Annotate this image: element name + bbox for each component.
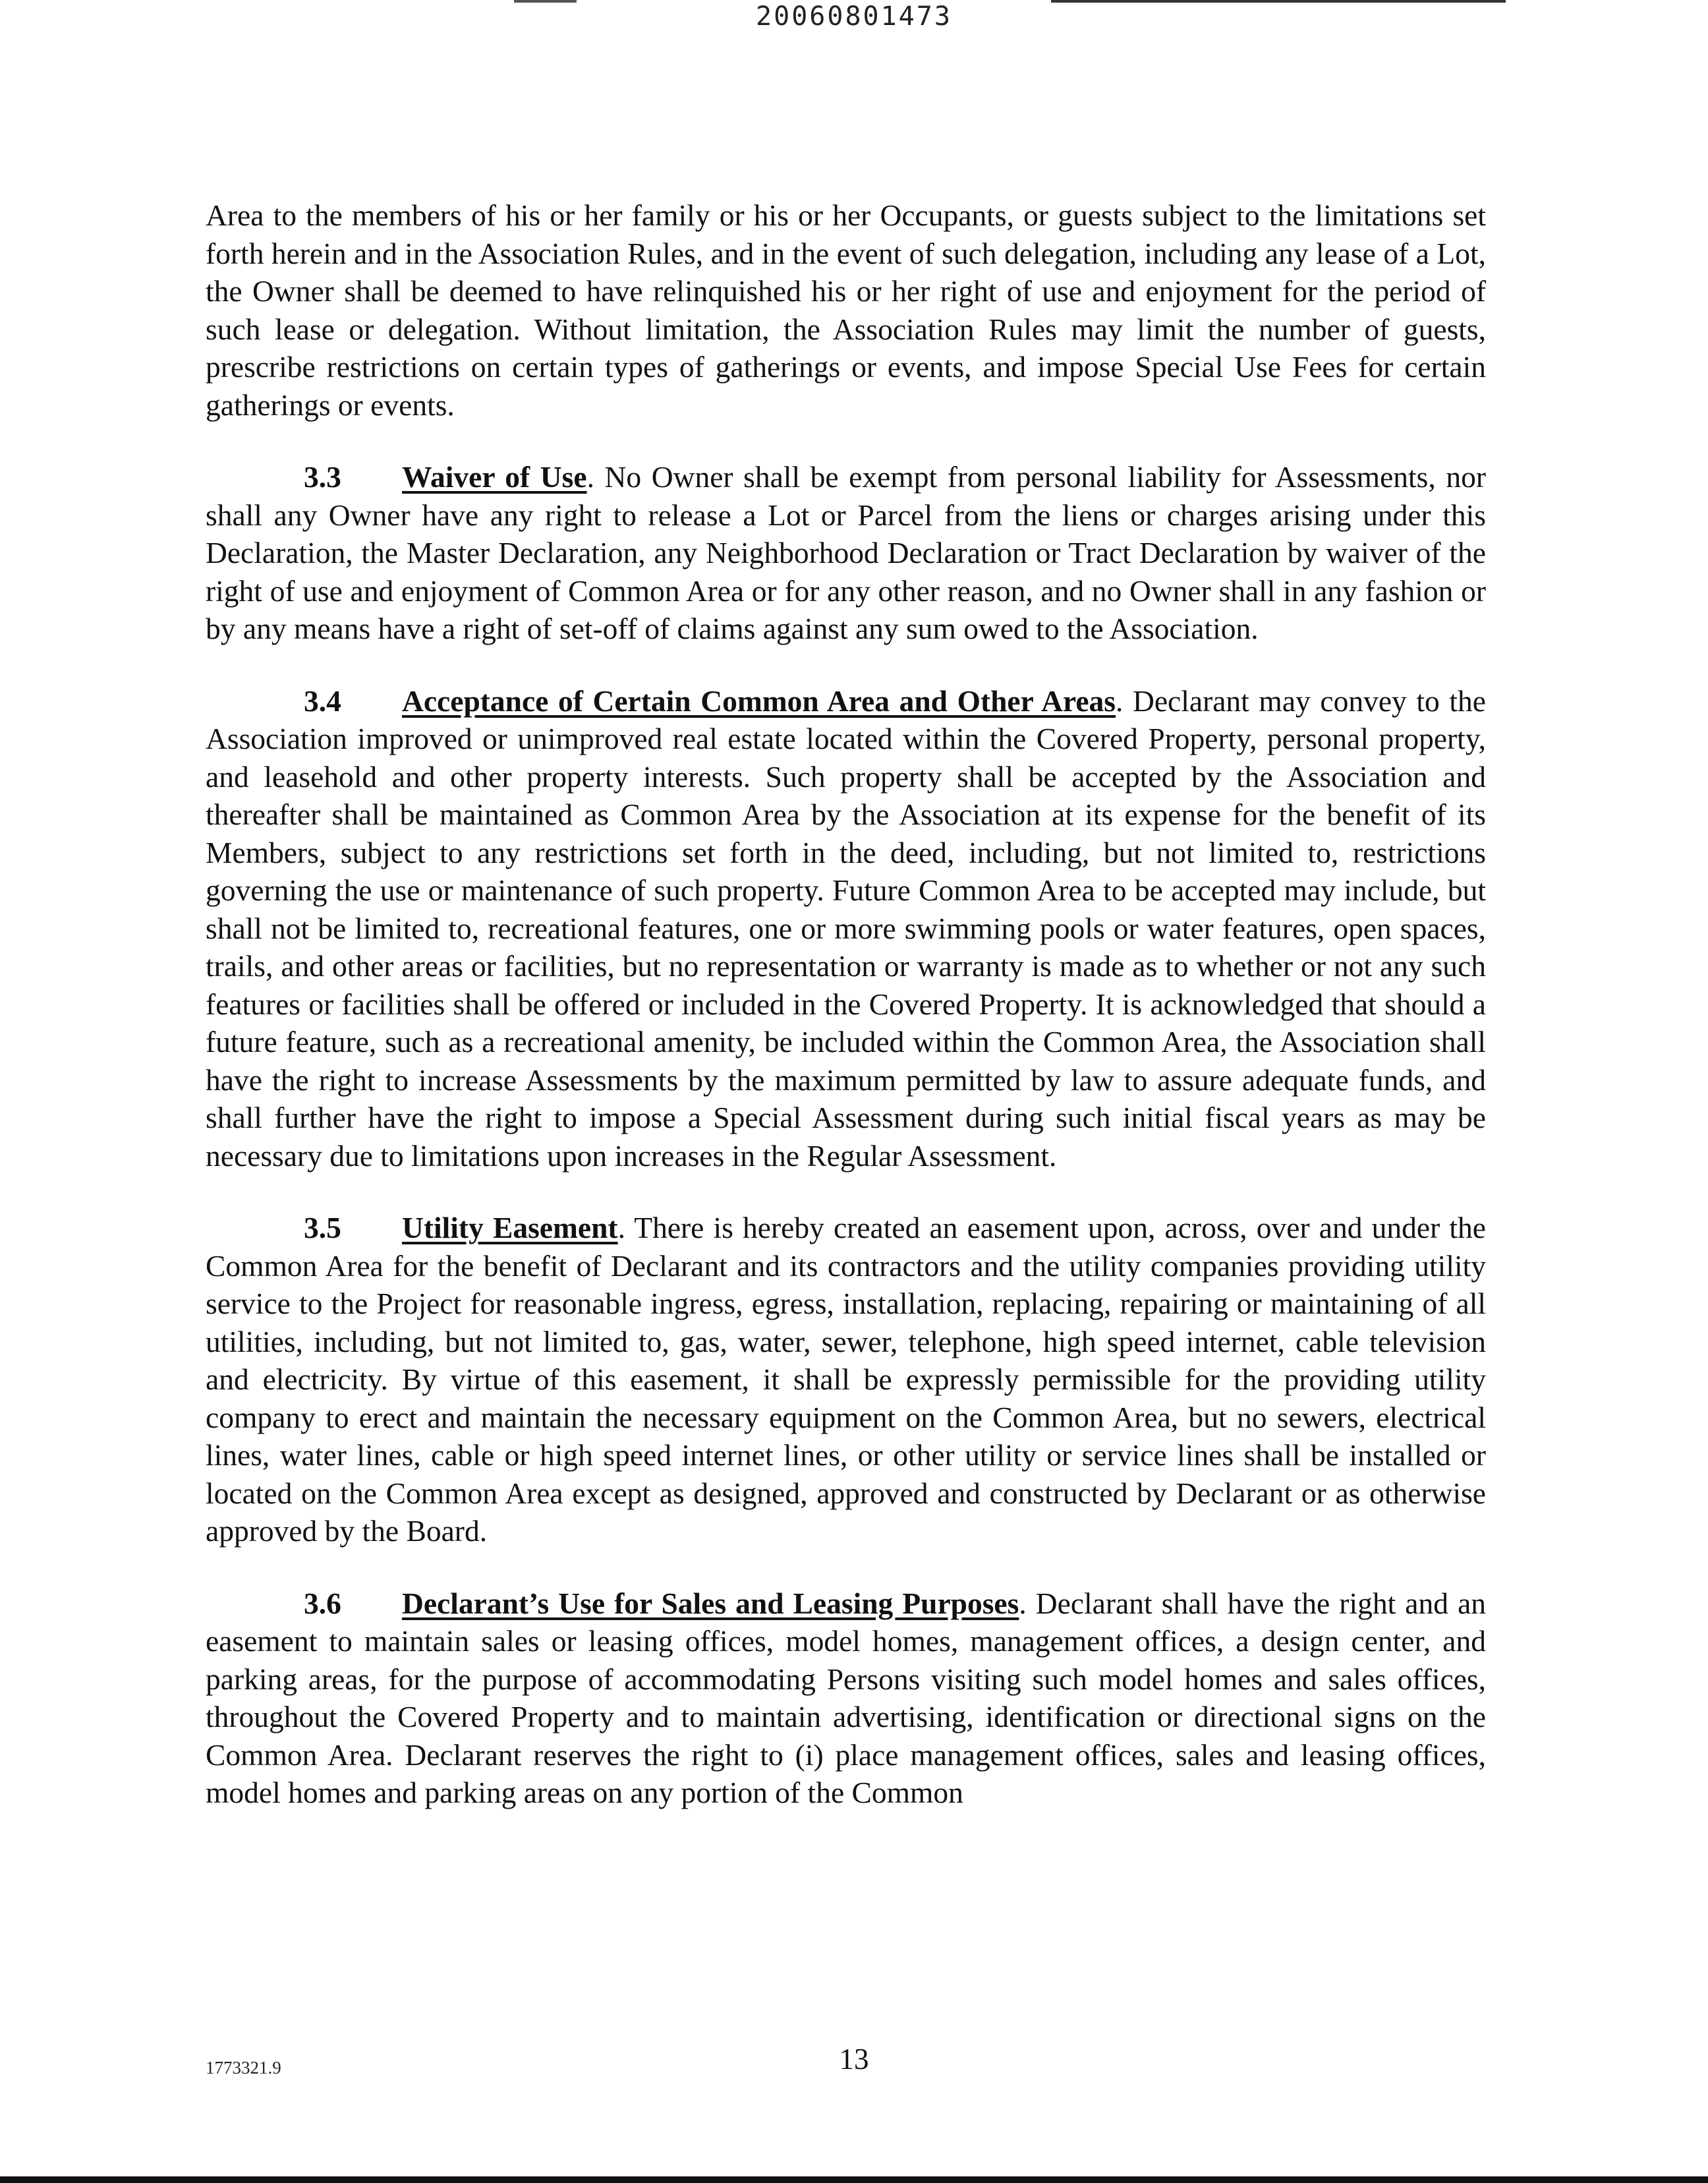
section-text: There is hereby created an easement upon, across, over and under the Common Area for the benefit of Declarant and its contractors and the utility companies providing utility service to the Project for reasonable ingress, egress, installation, replacing, repairing or maintaining of all utilities, including, but not limited to, gas, water, sewer, telephone, high speed internet, cable television and electricity. By virtue of this easement, it shall be expressly permissible for the providing utility company to erect and maintain the necessary equipment on the Common Area, but no sewers, electrical lines, water lines, cable or high speed internet lines, or other utility or service lines shall be installed or located on the Common Area except as designed, approved and constructed by Declarant or as otherwise approved by the Board. bbox=[206, 1211, 1487, 1548]
footer-page-number: 13 bbox=[839, 2043, 869, 2076]
recording-number: 20060801473 bbox=[756, 1, 952, 32]
section-number: 3.6 bbox=[304, 1586, 341, 1620]
section-title: Waiver of Use bbox=[402, 460, 587, 494]
section-title: Utility Easement bbox=[402, 1211, 618, 1244]
section-text: Declarant shall have the right and an easement to maintain sales or leasing offices, model homes, management offices, a design center, and parking areas, for the purpose of accommodating Persons visiting such model homes and sales offices, throughout the Covered Property and to maintain advertising, identification or directional signs on the Common Area. Declarant reserves the right to (i) place management offices, sales and leasing offices, model homes and parking areas on any portion of the Common bbox=[206, 1586, 1487, 1809]
section-text: No Owner shall be exempt from personal liability for Assessments, nor shall any Owner have any right to release a Lot or Parcel from the liens or charges arising under this Declaration, the Master Declaration, any Neighborhood Declaration or Tract Declaration by waiver of the right of use and enjoyment of Common Area or for any other reason, and no Owner shall in any fashion or by any means have a right of set-off of claims against any sum owed to the Association. bbox=[206, 460, 1486, 645]
bottom-scan-rule bbox=[0, 2176, 1708, 2183]
section-3-4 bbox=[206, 682, 1486, 1175]
section-3-6 bbox=[206, 1585, 1486, 1812]
section-text: Declarant may convey to the Association improved or unimproved real estate located within the Covered Property, personal property, and leasehold and other property interests. Such property shall be accepted by the Association and thereafter shall be maintained as Common Area by the Association at its expense for the benefit of its Members, subject to any restrictions set forth in the deed, including, but not limited to, restrictions governing the use or maintenance of such property. Future Common Area to be accepted may include, but shall not be limited to, recreational features, one or more swimming pools or water features, open spaces, trails, and other areas or facilities, but no representation or warranty is made as to whether or not any such features or facilities shall be offered or included in the Covered Property. It is acknowledged that should a future feature, such as a recreational amenity, be included within the Common Area, the Association shall have the right to increase Assessments by the maximum permitted by law to assure adequate funds, and shall further have the right to impose a Special Assessment during such initial fiscal years as may be necessary due to limitations upon increases in the Regular Assessment. bbox=[206, 684, 1486, 1173]
section-number: 3.4 bbox=[304, 684, 341, 718]
section-number: 3.3 bbox=[304, 460, 341, 494]
paragraph-text: Area to the members of his or her family or his or her Occupants, or guests subject to the limitations set forth herein and in the Association Rules, and in the event of such delegation, including any lease of a Lot, the Owner shall be deemed to have relinquished his or her right of use and enjoyment for the period of such lease or delegation. Without limitation, the Association Rules may limit the number of guests, prescribe restrictions on certain types of gatherings or events, and impose Special Use Fees for certain gatherings or events. bbox=[206, 198, 1486, 422]
section-number: 3.5 bbox=[304, 1211, 341, 1244]
section-title-punctuation: . bbox=[617, 1211, 625, 1244]
section-title: Acceptance of Certain Common Area and Other Areas bbox=[402, 684, 1116, 718]
section-title-punctuation: . bbox=[1019, 1586, 1027, 1620]
document-body bbox=[206, 196, 1486, 1846]
section-title-punctuation: . bbox=[586, 460, 594, 494]
paragraph-continuation bbox=[206, 196, 1486, 424]
section-3-5 bbox=[206, 1209, 1486, 1550]
section-3-3 bbox=[206, 458, 1486, 648]
footer-document-number: 1773321.9 bbox=[206, 2058, 281, 2078]
section-title: Declarant’s Use for Sales and Leasing Purposes bbox=[402, 1586, 1019, 1620]
section-title-punctuation: . bbox=[1115, 684, 1124, 718]
